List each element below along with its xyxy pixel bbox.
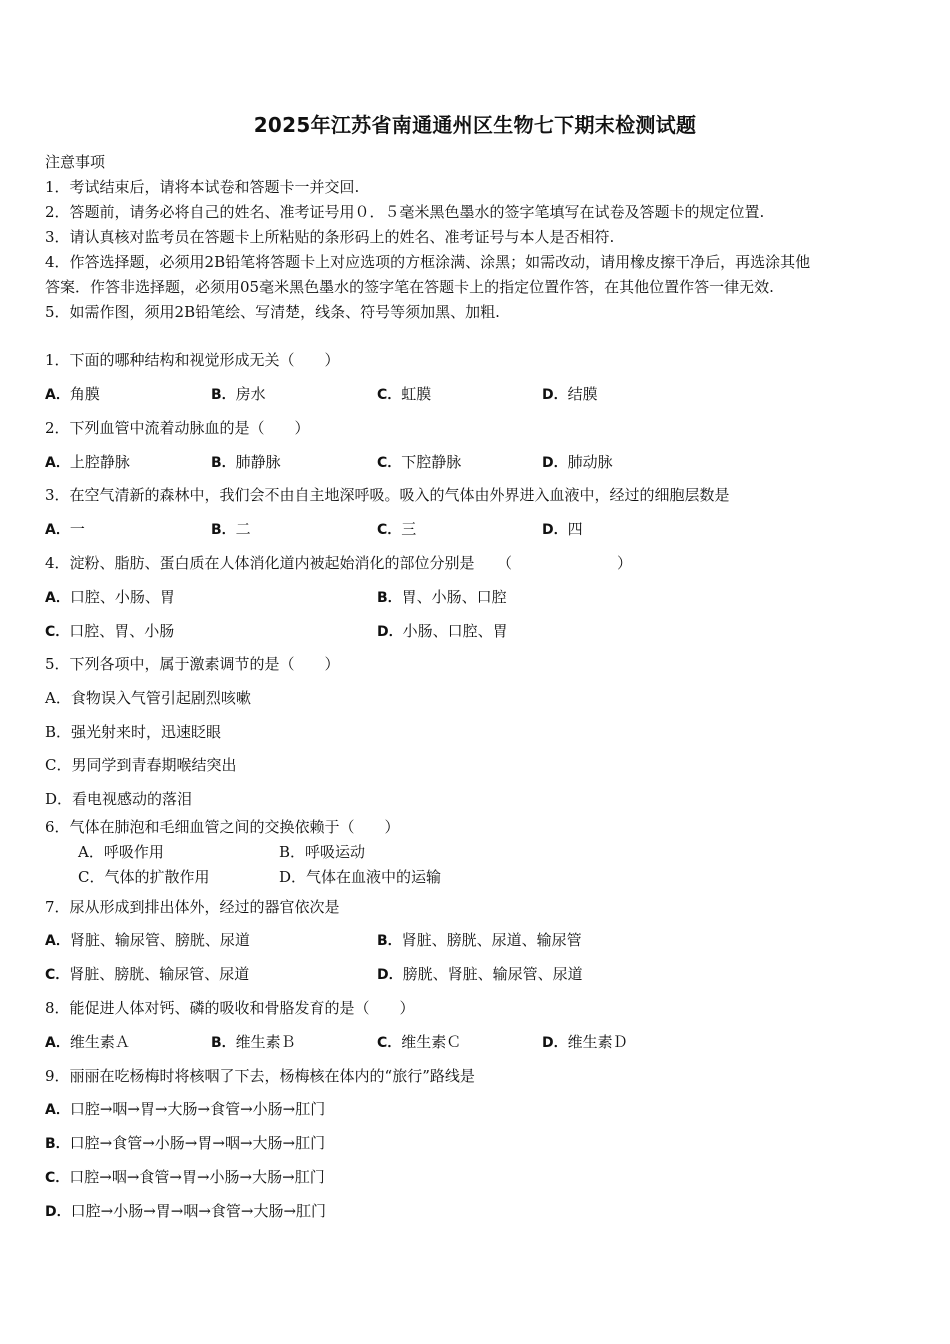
option-b: B．二	[211, 520, 251, 538]
notice-section	[45, 150, 905, 325]
question-8-options	[45, 1030, 905, 1054]
option-d: D．口腔→小肠→胃→咽→食管→大肠→肛门	[45, 1202, 327, 1220]
page-title: 2025年江苏省南通通州区生物七下期末检测试题	[253, 113, 697, 137]
option-a: A．口腔→咽→胃→大肠→食管→小肠→肛门	[45, 1100, 326, 1118]
option-b: B．胃、小肠、口腔	[377, 588, 507, 606]
notice-heading: 注意事项	[45, 153, 106, 171]
question-4-stem: 4．淀粉、脂肪、蛋白质在人体消化道内被起始消化的部位分别是 （ ）	[45, 554, 633, 572]
option-a: A．肾脏、输尿管、膀胱、尿道	[45, 931, 250, 949]
question-2-options	[45, 450, 905, 474]
option-a: A．一	[45, 520, 85, 538]
option-d: D．看电视感动的落泪	[45, 790, 193, 808]
option-b: B．呼吸运动	[279, 843, 366, 861]
question-4-options-row1	[45, 585, 905, 609]
option-d: D．结膜	[542, 385, 598, 403]
notice-item: 3．请认真核对监考员在答题卡上所粘贴的条形码上的姓名、准考证号与本人是否相符.	[45, 228, 615, 246]
question-7-stem: 7．尿从形成到排出体外，经过的器官依次是	[45, 898, 340, 916]
option-b: B．肾脏、膀胱、尿道、输尿管	[377, 931, 582, 949]
option-d: D．气体在血液中的运输	[279, 868, 442, 886]
option-c: C．虹膜	[377, 385, 432, 403]
option-a: A．上腔静脉	[45, 453, 130, 471]
option-a: A．维生素Ａ	[45, 1033, 130, 1051]
question-1-stem: 1．下面的哪种结构和视觉形成无关（ ）	[45, 351, 340, 369]
question-4-options-row2	[45, 619, 905, 643]
option-c: C．男同学到青春期喉结突出	[45, 756, 237, 774]
option-a: A．角膜	[45, 385, 100, 403]
option-b: B．口腔→食管→小肠→胃→咽→大肠→肛门	[45, 1134, 326, 1152]
question-7-options-row2	[45, 962, 905, 986]
option-c: C．口腔→咽→食管→胃→小肠→大肠→肛门	[45, 1168, 325, 1186]
option-b: B．强光射来时，迅速眨眼	[45, 723, 222, 741]
option-c: C．下腔静脉	[377, 453, 462, 471]
notice-item: 5．如需作图，须用2B铅笔绘、写清楚，线条、符号等须加黑、加粗.	[45, 303, 500, 321]
question-9-stem: 9．丽丽在吃杨梅时将核咽了下去，杨梅核在体内的“旅行”路线是	[45, 1067, 475, 1085]
option-c: C．维生素Ｃ	[377, 1033, 462, 1051]
question-3-stem: 3．在空气清新的森林中，我们会不由自主地深呼吸。吸入的气体由外界进入血液中，经过的细胞层数是	[45, 486, 730, 504]
notice-item: 4．作答选择题，必须用2B铅笔将答题卡上对应选项的方框涂满、涂黑；如需改动，请用橡皮擦干净后，再选涂其他	[45, 253, 811, 271]
option-a: A．口腔、小肠、胃	[45, 588, 175, 606]
question-8-stem: 8．能促进人体对钙、磷的吸收和骨胳发育的是（ ）	[45, 999, 415, 1017]
option-c: C．三	[377, 520, 417, 538]
option-b: B．维生素Ｂ	[211, 1033, 296, 1051]
question-5-stem: 5．下列各项中，属于激素调节的是（ ）	[45, 655, 340, 673]
notice-item: 1．考试结束后，请将本试卷和答题卡一并交回.	[45, 178, 360, 196]
question-3-options	[45, 517, 905, 541]
option-c: C．口腔、胃、小肠	[45, 622, 175, 640]
option-d: D．肺动脉	[542, 453, 613, 471]
option-c: C．肾脏、膀胱、输尿管、尿道	[45, 965, 250, 983]
question-7-options-row1	[45, 928, 905, 952]
question-2-stem: 2．下列血管中流着动脉血的是（ ）	[45, 419, 310, 437]
option-a: A．呼吸作用	[78, 843, 164, 861]
question-1-options	[45, 382, 905, 406]
option-c: C．气体的扩散作用	[78, 868, 210, 886]
notice-item: 答案．作答非选择题，必须用05毫米黑色墨水的签字笔在答题卡上的指定位置作答，在其他位置作答一律无效.	[45, 278, 774, 296]
option-d: D．维生素Ｄ	[542, 1033, 628, 1051]
option-b: B．房水	[211, 385, 266, 403]
notice-item: 2．答题前，请务必将自己的姓名、准考证号用０．５毫米黑色墨水的签字笔填写在试卷及答题卡的规定位置.	[45, 203, 765, 221]
option-b: B．肺静脉	[211, 453, 281, 471]
option-d: D．四	[542, 520, 583, 538]
option-d: D．小肠、口腔、胃	[377, 622, 508, 640]
option-d: D．膀胱、肾脏、输尿管、尿道	[377, 965, 583, 983]
option-a: A．食物误入气管引起剧烈咳嗽	[45, 689, 251, 707]
question-6-stem: 6．气体在肺泡和毛细血管之间的交换依赖于（ ）	[45, 818, 400, 836]
